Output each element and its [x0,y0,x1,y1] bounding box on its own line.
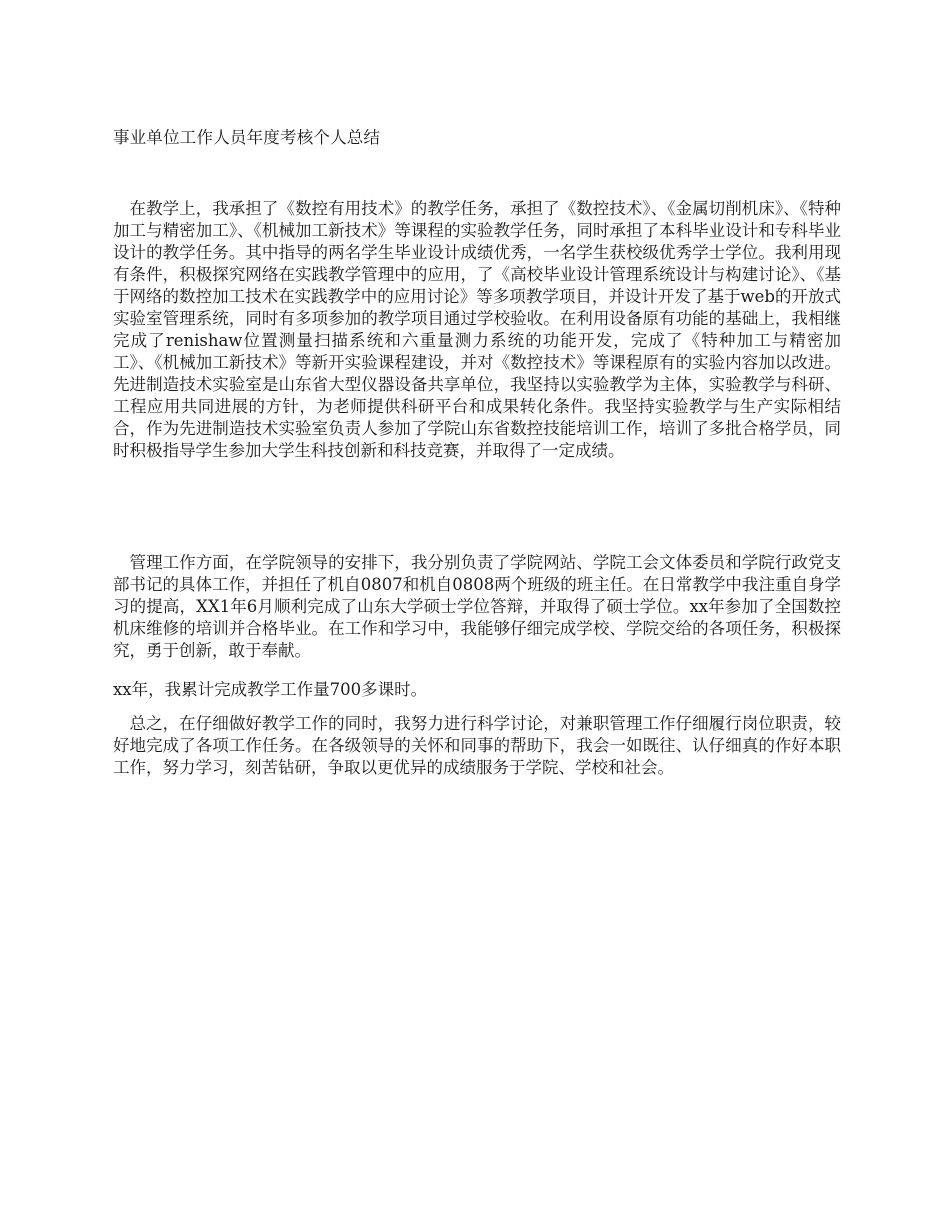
paragraph-management: 管理工作方面，在学院领导的安排下，我分别负责了学院网站、学院工会文体委员和学院行政党支部书记的具体工作，并担任了机自0807和机自0808两个班级的班主任。在日常教学中我注重自身学习的提高，XX1年6月顺利完成了山东大学硕士学位答辩，并取得了硕士学位。xx年参加了全国数控机床维修的培训并合格毕业。在工作和学习中，我能够仔细完成学校、学院交给的各项任务，积极探究，勇于创新，敢于奉献。 [113,553,841,660]
paragraph-teaching: 在教学上，我承担了《数控有用技术》的教学任务，承担了《数控技术》、《金属切削机床》、《特种加工与精密加工》、《机械加工新技术》等课程的实验教学任务，同时承担了本科毕业设计和专科毕业设计的教学任务。其中指导的两名学生毕业设计成绩优秀，一名学生获校级优秀学士学位。我利用现有条件，积极探究网络在实践教学管理中的应用，了《高校毕业设计管理系统设计与构建讨论》、《基于网络的数控加工技术在实践教学中的应用讨论》等多项教学项目，并设计开发了基于web的开放式实验室管理系统，同时有多项参加的教学项目通过学校验收。在利用设备原有功能的基础上，我相继完成了renishaw位置测量扫描系统和六重量测力系统的功能开发，完成了《特种加工与精密加工》、《机械加工新技术》等新开实验课程建设，并对《数控技术》等课程原有的实验内容加以改进。先进制造技术实验室是山东省大型仪器设备共享单位，我坚持以实验教学为主体，实验教学与科研、工程应用共同进展的方针，为老师提供科研平台和成果转化条件。我坚持实验教学与生产实际相结合，作为先进制造技术实验室负责人参加了学院山东省数控技能培训工作，培训了多批合格学员，同时积极指导学生参加大学生科技创新和科技竞赛，并取得了一定成绩。 [113,199,841,460]
paragraph-conclusion: 总之，在仔细做好教学工作的同时，我努力进行科学讨论，对兼职管理工作仔细履行岗位职责，较好地完成了各项工作任务。在各级领导的关怀和同事的帮助下，我会一如既往、认仔细真的作好本职工作，努力学习，刻苦钻研，争取以更优异的成绩服务于学院、学校和社会。 [113,714,841,777]
document-title: 事业单位工作人员年度考核个人总结 [113,128,381,147]
paragraph-workload: xx年，我累计完成教学工作量700多课时。 [113,680,428,699]
